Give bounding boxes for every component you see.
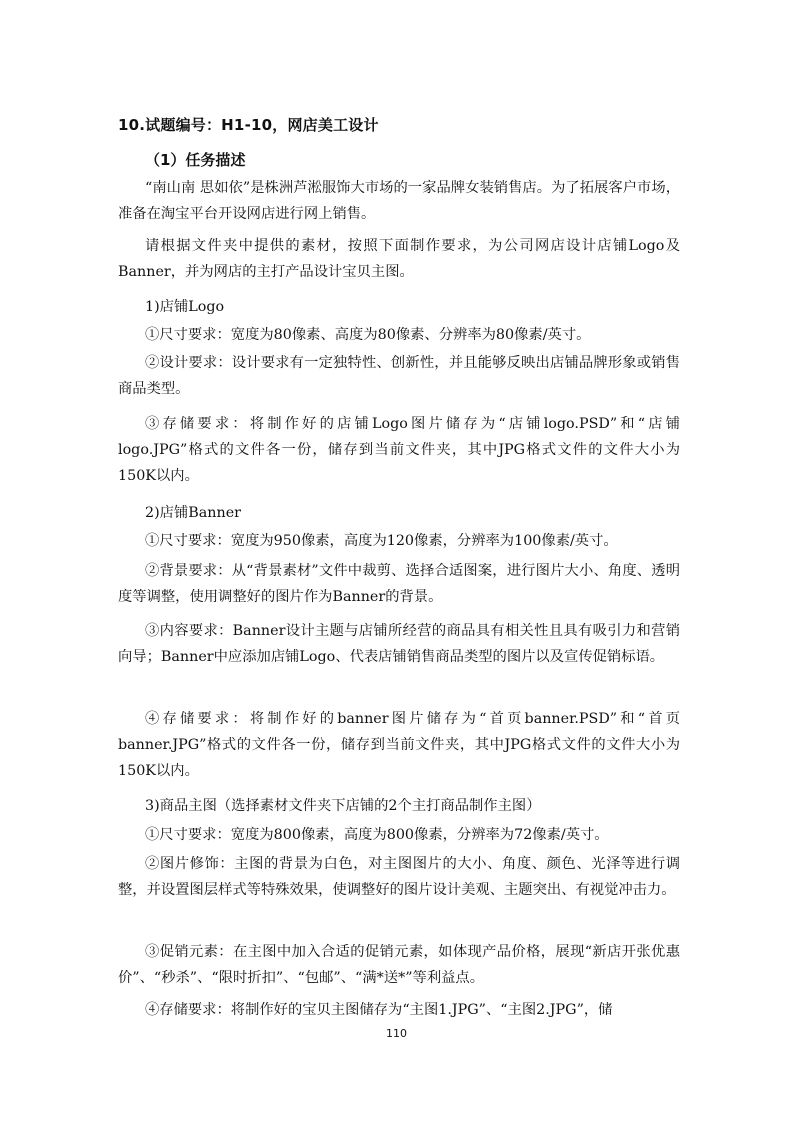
paragraph-store-intro: “南山南 思如依”是株洲芦淞服饰大市场的一家品牌女装销售店。为了拓展客户市场，准备在淘宝平台开设网店进行网上销售。 [118,180,680,222]
banner-content-requirement: ③内容要求：Banner设计主题与店铺所经营的商品具有相关性且具有吸引力和营销向导；Banner中应添加店铺Logo、代表店铺销售商品类型的图片以及宣传促销标语。 [118,623,680,665]
page-number: 110 [386,1027,407,1040]
section-main-image-title: 3)商品主图（选择素材文件夹下店铺的2个主打商品制作主图） [145,798,541,814]
task-description-heading: （1）任务描述 [145,151,246,169]
main-image-retouch-requirement: ②图片修饰：主图的背景为白色，对主图图片的大小、角度、颜色、光泽等进行调整，并设置图层样式等特殊效果，使调整好的图片设计美观、主题突出、有视觉冲击力。 [118,856,680,898]
logo-size-requirement: ①尺寸要求：宽度为80像素、高度为80像素、分辨率为80像素/英寸。 [145,327,591,343]
main-image-size-requirement: ①尺寸要求：宽度为800像素，高度为800像素，分辨率为72像素/英寸。 [145,827,609,843]
logo-design-requirement: ②设计要求：设计要求有一定独特性、创新性，并且能够反映出店铺品牌形象或销售商品类型。 [118,355,680,397]
section-logo-title: 1)店铺Logo [145,299,225,315]
logo-storage-requirement: ③存储要求：将制作好的店铺Logo图片储存为“店铺logo.PSD”和“店铺logo.JPG”格式的文件各一份，储存到当前文件夹，其中JPG格式文件的文件大小为150K以内。 [118,416,680,484]
paragraph-requirements-intro: 请根据文件夹中提供的素材，按照下面制作要求，为公司网店设计店铺Logo及Banner，并为网店的主打产品设计宝贝主图。 [118,238,680,280]
main-image-promotion-requirement: ③促销元素：在主图中加入合适的促销元素，如体现产品价格，展现“新店开张优惠价”、“秒杀”、“限时折扣”、“包邮”、“满*送*”等利益点。 [118,944,680,986]
banner-storage-requirement: ④存储要求：将制作好的banner图片储存为“首页banner.PSD”和“首页banner.JPG”格式的文件各一份，储存到当前文件夹，其中JPG格式文件的文件大小为150K以内。 [118,711,680,779]
question-heading: 10.试题编号：H1-10，网店美工设计 [118,116,379,134]
section-banner-title: 2)店铺Banner [145,505,242,521]
main-image-storage-requirement: ④存储要求：将制作好的宝贝主图储存为“主图1.JPG”、“主图2.JPG”，储 [145,1002,613,1018]
banner-size-requirement: ①尺寸要求：宽度为950像素，高度为120像素，分辨率为100像素/英寸。 [145,533,618,549]
banner-background-requirement: ②背景要求：从“背景素材”文件中裁剪、选择合适图案，进行图片大小、角度、透明度等调整，使用调整好的图片作为Banner的背景。 [118,563,680,605]
